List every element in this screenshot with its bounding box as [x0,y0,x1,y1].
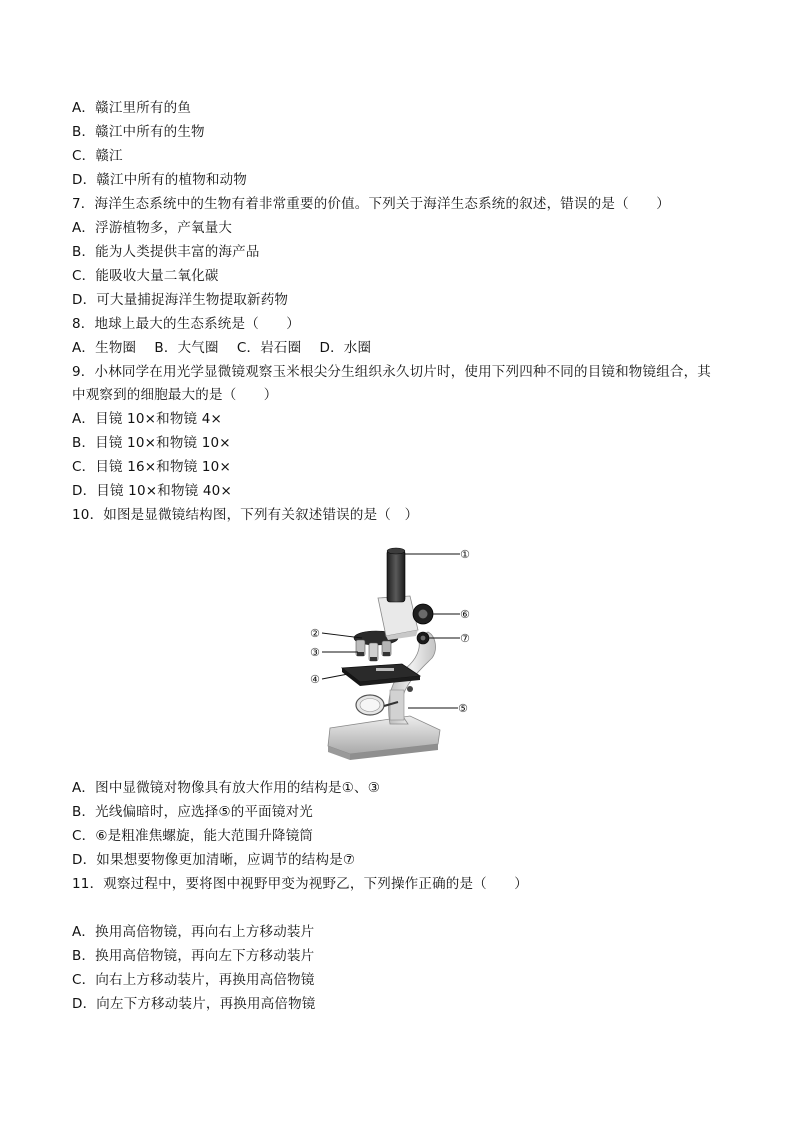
q6-option-c: C．赣江 [72,148,123,164]
q9-option-c: C．目镜 16×和物镜 10× [72,459,231,475]
q11-stem: 11．观察过程中，要将图中视野甲变为视野乙，下列操作正确的是（ ） [72,876,528,892]
label-3: ③ [310,646,320,659]
microscope-figure [290,540,490,765]
label-7: ⑦ [460,632,470,645]
q6-option-d: D．赣江中所有的植物和动物 [72,172,247,188]
q7-option-d: D．可大量捕捉海洋生物提取新药物 [72,292,289,308]
q11-option-d: D．向左下方移动装片，再换用高倍物镜 [72,996,316,1012]
label-2: ② [310,627,320,640]
q6-option-b: B．赣江中所有的生物 [72,124,205,140]
q10-option-b: B．光线偏暗时，应选择⑤的平面镜对光 [72,804,313,820]
q8-stem: 8．地球上最大的生态系统是（ ） [72,316,300,332]
q7-option-a: A．浮游植物多，产氧量大 [72,220,233,236]
label-6: ⑥ [460,608,470,621]
q7-option-c: C．能吸收大量二氧化碳 [72,268,219,284]
label-5: ⑤ [458,702,468,715]
label-4: ④ [310,673,320,686]
label-1: ① [460,548,470,561]
q11-option-b: B．换用高倍物镜，再向左下方移动装片 [72,948,315,964]
q9-option-a: A．目镜 10×和物镜 4× [72,411,223,427]
coarse-focus-knob [413,604,433,624]
q9-stem-line2: 中观察到的细胞最大的是（ ） [72,387,278,403]
q10-option-c: C．⑥是粗准焦螺旋，能大范围升降镜筒 [72,828,314,844]
microscope-base [328,716,440,760]
q10-option-a: A．图中显微镜对物像具有放大作用的结构是①、③ [72,780,381,796]
stage-part [342,664,420,692]
q11-option-c: C．向右上方移动装片，再换用高倍物镜 [72,972,315,988]
q11-option-a: A．换用高倍物镜，再向右上方移动装片 [72,924,315,940]
q6-option-a: A．赣江里所有的鱼 [72,100,192,116]
eyepiece-part [387,548,405,602]
q10-stem: 10．如图是显微镜结构图，下列有关叙述错误的是（ ） [72,507,419,523]
q10-option-d: D．如果想要物像更加清晰，应调节的结构是⑦ [72,852,356,868]
q9-stem-line1: 9．小林同学在用光学显微镜观察玉米根尖分生组织永久切片时，使用下列四种不同的目镜和物镜组合，其 [72,364,711,380]
q9-option-b: B．目镜 10×和物镜 10× [72,435,231,451]
q7-option-b: B．能为人类提供丰富的海产品 [72,244,260,260]
q8-options: A．生物圈 B．大气圈 C．岩石圈 D．水圈 [72,340,372,356]
fine-focus-knob [417,632,429,644]
q7-stem: 7．海洋生态系统中的生物有着非常重要的价值。下列关于海洋生态系统的叙述，错误的是（ ） [72,196,670,212]
q9-option-d: D．目镜 10×和物镜 40× [72,483,232,499]
